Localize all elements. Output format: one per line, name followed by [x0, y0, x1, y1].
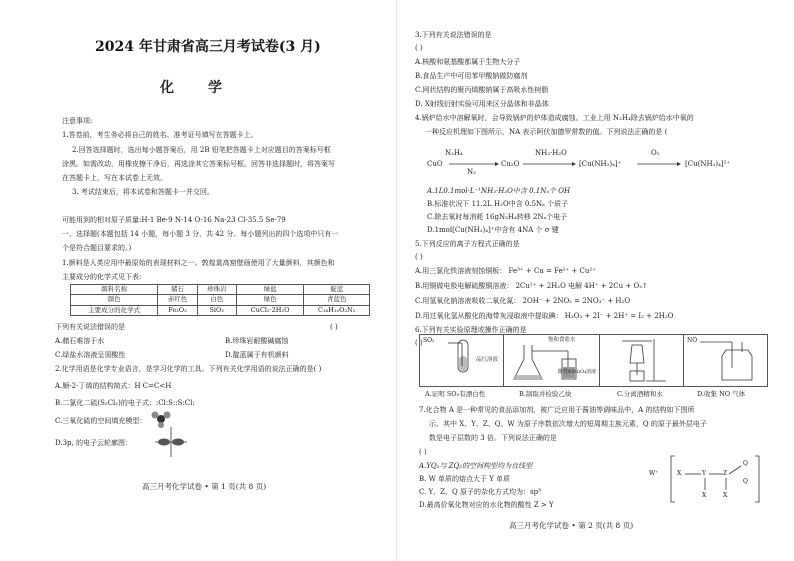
- notice-line: 涂黑。如需改动，用橡皮擦干净后，再选涂其它答案标号框。回答非选择题时，将答案写: [62, 160, 335, 168]
- distillation-icon: [610, 337, 675, 383]
- test-tube-icon: [448, 338, 478, 374]
- q7-paren: ( ): [419, 448, 427, 456]
- table-cell: 珍珠岩: [197, 285, 236, 295]
- struct-atom: X: [702, 492, 707, 499]
- notice-title: 注意事项:: [62, 117, 93, 125]
- struct-atom: Q: [743, 478, 748, 485]
- q7-option: C. Y、Z、Q 原子的杂化方式均为：sp³: [419, 488, 541, 496]
- struct-atom: Z: [723, 470, 728, 477]
- struct-atom: X: [677, 470, 682, 477]
- apparatus-label: B.制取并检验乙炔: [519, 390, 572, 398]
- section-intro: 个是符合题目要求的。): [62, 244, 132, 252]
- q5-option: A.用三氯化铁溶液刻蚀铜板： Fe³⁺ + Cu = Fe²⁺ + Cu²⁺: [415, 267, 596, 275]
- q1-option: A.赭石难溶于水: [55, 337, 105, 345]
- diagram-label: [Cu(NH₃)₄]⁺: [579, 160, 622, 168]
- q5-paren: ( ): [415, 253, 423, 261]
- gas-bottle-icon: [698, 338, 760, 384]
- section-intro: 一、选择题(本题包括 14 小题，每小题 3 分，共 42 分。每小题列出的四个选项中只有一: [62, 230, 339, 238]
- diagram-label: O₂: [651, 149, 660, 157]
- diagram-label: [Cu(NH₃)₄]²⁺: [685, 160, 731, 168]
- notice-line: 2.回答选择题时，选出每小题答案后，用 2B 铅笔把答题卡上对应题目的答案标号框: [72, 146, 331, 154]
- table-cell: Fe₂O₃: [158, 305, 197, 315]
- table-cell: 白色: [197, 295, 236, 305]
- page-right: [397, 0, 794, 561]
- diagram-label: CuO: [427, 160, 443, 168]
- apparatus-label: C.分离酒精和水: [617, 390, 663, 398]
- table-cell: 绿色: [236, 295, 304, 305]
- q1-option: B.珍珠岩耐酸碱腐蚀: [225, 337, 289, 345]
- table-cell: 颜色: [71, 295, 158, 305]
- apparatus-tag: NO: [687, 337, 698, 344]
- q4-stem: 一种反应机理如下图所示，NA 表示阿伏加德罗常数的值。下列说法正确的是 (: [425, 128, 668, 136]
- table-row: [71, 285, 370, 295]
- q1-paren: ( ): [330, 323, 338, 331]
- q7-stem: 数是电子层数的 3 倍。下列说法正确的是: [429, 434, 557, 442]
- table-cell: 主要成分的化学式: [71, 305, 158, 315]
- table-cell: CuCl₂·2H₂O: [236, 305, 304, 315]
- table-cell: 赤红色: [158, 295, 197, 305]
- q5-option: B.用铜做电极电解硫酸铜溶液： 2Cu²⁺ + 2H₂O 电解 4H⁺ + 2Cu + O₂↑: [415, 282, 648, 290]
- flask-icon: [510, 339, 595, 383]
- notice-line: 在答题卡上，写在本试卷上无效。: [62, 174, 167, 182]
- exam-title: 2024 年甘肃省高三月考试卷(3 月): [95, 39, 321, 55]
- q5-option: D.用过氧化氢从酸化的海带灰浸取液中提取碘： H₂O₂ + 2I⁻ + 2H⁺ = I₂ + 2H₂O: [415, 312, 674, 320]
- apparatus-d: [683, 334, 768, 387]
- struct-atom: Q: [743, 460, 748, 467]
- q4-option: B.标准状况下 11.2L H₂O中含 0.5Nₐ 个质子: [427, 200, 569, 208]
- q4-option: C.除去氧时每消耗 16gN₂H₄转移 2Nₐ个电子: [427, 213, 568, 221]
- q6-stem: 6.下列有关实验原理或操作正确的是: [415, 326, 527, 334]
- q4-stem: 4.锅炉给水中溶解氧时，会导致锅炉的炉体造成腐蚀。工业上用 N₂H₄除去锅炉给水中氧的: [415, 114, 694, 122]
- notice-line: 3. 考试结束后，将本试卷和答题卡一并交回。: [72, 188, 214, 196]
- q3-option: D. X射线衍射实验可用来区分晶体和非晶体: [415, 100, 549, 108]
- apparatus-tag: 酸性KMnO₄溶液: [558, 369, 597, 375]
- table-row: [71, 305, 370, 315]
- atomic-masses: 可能用到的相对原子质量:H-1 Be-9 N-14 O-16 Na-23 Cl-35.5 Se-79: [62, 216, 286, 224]
- q2-option: D.3p, 的电子云轮廓图：: [55, 439, 132, 447]
- table-cell: 青蓝色: [304, 295, 370, 305]
- struct-atom: X: [723, 492, 728, 499]
- table-cell: 颜料名称: [71, 285, 158, 295]
- table-cell: SiO₂: [197, 305, 236, 315]
- q3-option: C.网状结构的聚丙烯酸钠属于高吸水性树脂: [415, 86, 549, 94]
- page-footer: 高三月考化学试卷 • 第 2 页(共 8 页): [509, 521, 634, 530]
- table-cell: 绿盐: [236, 285, 304, 295]
- q6-paren: ( ): [415, 339, 423, 347]
- q1-option: C.绿盐水溶液呈弱酸性: [55, 351, 126, 359]
- q3-option: A.核酸和氨基酸都属于生物大分子: [415, 58, 521, 66]
- q7-stem: 7.化合物 A 是一种常见的食品添加剂，被广泛应用于酱油等调味品中，A 的结构如下图所: [419, 406, 695, 414]
- q7-stem: 示。其中 X、Y、Z、Q、W 为原子序数依次增大的短周期主族元素，Q 的原子最外层电子: [429, 420, 707, 428]
- diagram-label: N₂H₄: [445, 149, 463, 157]
- table-cell: C₁₆H₁₀O₂N₂: [304, 305, 370, 315]
- q2-stem: 2.化学用语是化学专业语言，是学习化学的工具。下列有关化学用语的说法正确的是( ): [55, 365, 322, 373]
- q1-ask: 下列有关说法错误的是: [55, 323, 125, 331]
- table-cell: 赭石: [158, 285, 197, 295]
- q3-stem: 3.下列有关说法错误的是: [415, 31, 492, 39]
- q3-option: B.食品生产中可用苯甲酸钠做防腐剂: [415, 72, 528, 80]
- apparatus-a: [419, 334, 504, 387]
- apparatus-label: A.证明 SO₂有漂白性: [425, 390, 486, 398]
- q1-option: D.靛蓝属于有机颜料: [225, 351, 289, 359]
- apparatus-label: D.收集 NO 气体: [697, 390, 746, 398]
- q3-paren: ( ): [415, 44, 423, 52]
- q7-option: A.YQ₂与 ZQ₂的空间构型均为直线型: [419, 462, 533, 470]
- q7-option: B. W 单质的熔点大于 Y 单质: [419, 475, 511, 483]
- table-cell: 靛蓝: [304, 285, 370, 295]
- struct-atom: W⁺: [649, 470, 659, 477]
- q5-stem: 5.下列反应的离子方程式正确的是: [415, 240, 520, 248]
- subject-title: 化学: [160, 80, 256, 96]
- p-orbital-icon: [152, 425, 190, 459]
- q2-option: C.三氧化硫的空间填充模型：: [55, 417, 147, 425]
- q4-option: D.1mol[Cu(NH₃)₄]⁺中含有 4NA 个 σ 键: [427, 226, 559, 234]
- apparatus-c: [599, 334, 684, 387]
- diagram-label: N₂: [467, 168, 476, 176]
- page-footer: 高三月考化学试卷 • 第 1 页(共 8 页): [142, 482, 267, 491]
- struct-atom: Y: [702, 470, 706, 477]
- q4-option: A.1L0.1mol·L⁻¹NH₃·H₂O中含 0.1Nₐ个 OH: [427, 187, 571, 195]
- q1-stem: 1.颜料是人类应用中最原始的表现材料之一。敦煌莫高窟壁画使用了大量颜料，其颜色和: [62, 259, 335, 267]
- q1-stem: 主要成分的化学式见下表:: [62, 273, 142, 281]
- apparatus-tag: 品红溶液: [476, 357, 499, 363]
- apparatus-tag: SO₂: [423, 337, 435, 344]
- apparatus-b: [503, 334, 600, 387]
- diagram-label: NH₃·H₂O: [535, 149, 567, 157]
- apparatus-tag: 饱和食盐水: [548, 337, 576, 343]
- diagram-label: Cu₂O: [501, 160, 520, 168]
- q7-option: D.最高价氧化物对应的水化物的酸性 Z > Y: [419, 501, 554, 509]
- q2-option: B.二氯化二硫(S₂Cl₂)的电子式：:Cl:S::S:Cl:: [55, 399, 195, 407]
- q5-option: C.用氢氧化钠溶液吸收二氧化氮： 2OH⁻ + 2NO₂ = 2NO₃⁻ + H₂O: [415, 297, 631, 305]
- notice-line: 1.答卷前，考生务必将自己的姓名、准考证号填写在答题卡上。: [62, 131, 258, 139]
- q2-option: A.顺-2-丁烯的结构简式：H C=C<H: [55, 382, 172, 390]
- table-row: [71, 295, 370, 305]
- q7-structure-diagram: [659, 452, 769, 506]
- pigment-table: [70, 284, 370, 316]
